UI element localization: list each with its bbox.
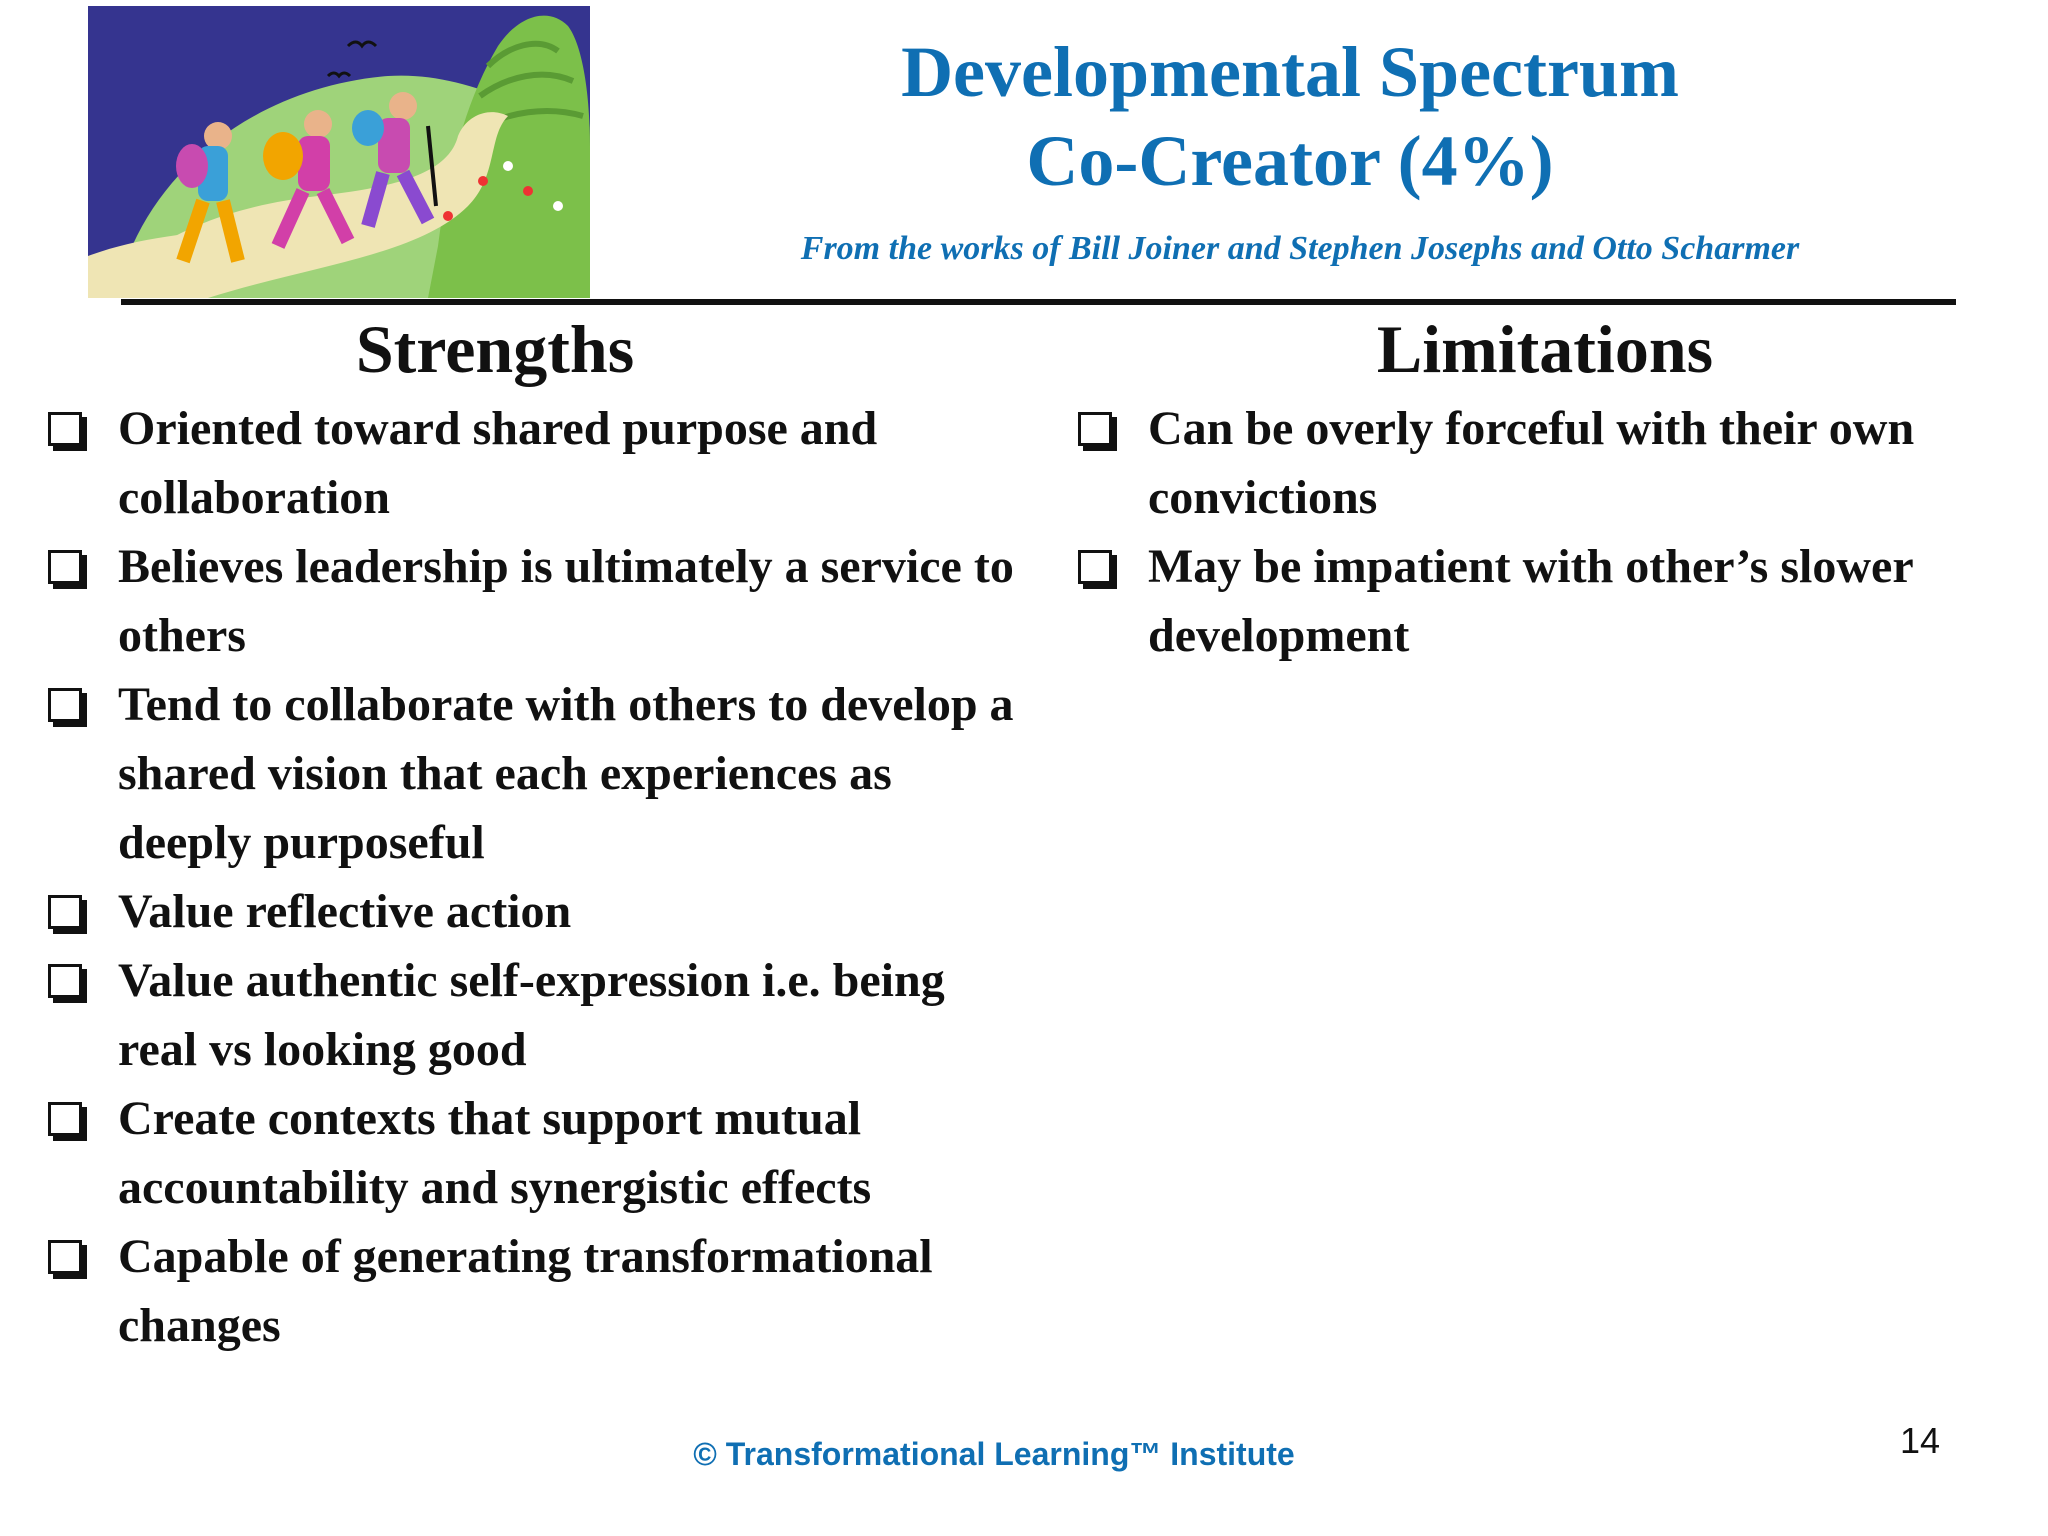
list-item-text: Believes leadership is ultimately a service to others (118, 540, 1014, 662)
list-item (1070, 532, 2008, 670)
checkbox-bullet-icon (48, 964, 82, 998)
list-item-text: Value authentic self-expression i.e. being real vs looking good (118, 954, 945, 1076)
checkbox-bullet-icon (48, 1102, 82, 1136)
footer-text: © Transformational Learning™ Institute (693, 1436, 1295, 1472)
limitations-list (1070, 394, 2030, 670)
limitations-heading: Limitations (1376, 311, 1714, 387)
list-item (40, 877, 1018, 946)
hikers-on-mountain-trail-icon (88, 6, 590, 298)
page-number: 14 (1899, 1420, 1940, 1461)
checkbox-bullet-icon (1078, 412, 1112, 446)
limitations-column (1070, 306, 2030, 670)
checkbox-bullet-icon (1078, 550, 1112, 584)
list-item (40, 1084, 1018, 1222)
list-item (40, 946, 1018, 1084)
list-item-text: May be impatient with other’s slower development (1148, 540, 1913, 662)
list-item-text: Tend to collaborate with others to develop a shared vision that each experiences as deeply purposeful (118, 678, 1014, 869)
list-item-text: Value reflective action (118, 885, 572, 938)
list-item-text: Can be overly forceful with their own convictions (1148, 402, 1915, 524)
list-item (40, 394, 1018, 532)
slide-title (640, 28, 1940, 206)
list-item-text: Capable of generating transformational changes (118, 1230, 933, 1352)
list-item (40, 670, 1018, 877)
checkbox-bullet-icon (48, 412, 82, 446)
checkbox-bullet-icon (48, 688, 82, 722)
title-line-2: Co-Creator (4%) (1026, 121, 1554, 201)
checkbox-bullet-icon (48, 550, 82, 584)
strengths-column (40, 306, 1040, 1360)
divider (121, 299, 1956, 305)
strengths-heading: Strengths (355, 311, 635, 387)
copyright-footer (0, 1436, 2048, 1473)
list-item (1070, 394, 2008, 532)
list-item-text: Create contexts that support mutual accountability and synergistic effects (118, 1092, 872, 1214)
list-item (40, 532, 1018, 670)
strengths-list (40, 394, 1040, 1360)
slide-subtitle: From the works of Bill Joiner and Stephen Josephs and Otto Scharmer (800, 230, 1800, 267)
checkbox-bullet-icon (48, 895, 82, 929)
list-item-text: Oriented toward shared purpose and collaboration (118, 402, 878, 524)
list-item (40, 1222, 1018, 1360)
checkbox-bullet-icon (48, 1240, 82, 1274)
title-line-1: Developmental Spectrum (901, 32, 1679, 112)
